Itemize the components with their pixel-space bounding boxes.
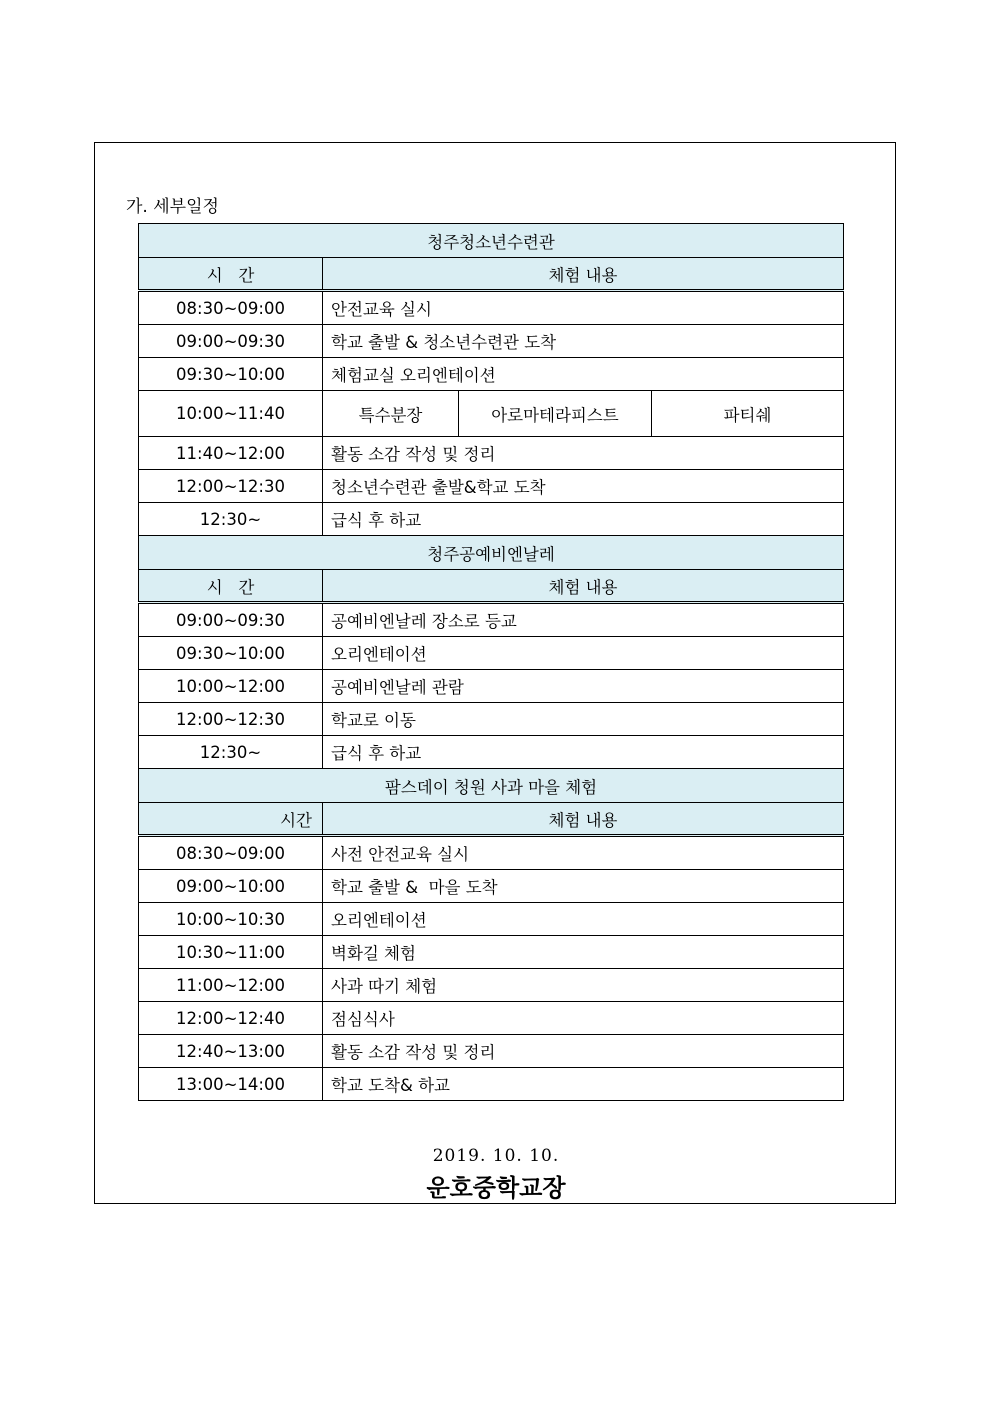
schedule-row <box>139 703 844 736</box>
schedule-row <box>139 358 844 391</box>
time-cell: 12:30~ <box>139 503 323 536</box>
time-cell: 12:00~12:40 <box>139 1002 323 1035</box>
time-cell: 09:30~10:00 <box>139 358 323 391</box>
schedule-row <box>139 736 844 769</box>
schedule-row <box>139 391 844 437</box>
schedule-row <box>139 437 844 470</box>
content-cell: 사전 안전교육 실시 <box>323 836 844 870</box>
time-cell: 12:00~12:30 <box>139 470 323 503</box>
time-cell: 10:00~10:30 <box>139 903 323 936</box>
content-cell: 청소년수련관 출발&학교 도착 <box>323 470 844 503</box>
header-content: 체험 내용 <box>323 258 844 291</box>
schedule-row <box>139 936 844 969</box>
time-cell: 13:00~14:00 <box>139 1068 323 1101</box>
header-time: 시 간 <box>139 570 323 603</box>
section-title-row <box>139 536 844 570</box>
time-cell: 08:30~09:00 <box>139 836 323 870</box>
content-cell: 학교 출발 & 마을 도착 <box>323 870 844 903</box>
content-cell: 공예비엔날레 관람 <box>323 670 844 703</box>
time-cell: 11:40~12:00 <box>139 437 323 470</box>
content-cell: 오리엔테이션 <box>323 903 844 936</box>
column-header-row <box>139 258 844 291</box>
time-cell: 12:30~ <box>139 736 323 769</box>
header-time: 시 간 <box>139 258 323 291</box>
schedule-row <box>139 969 844 1002</box>
time-cell: 10:00~11:40 <box>139 391 323 437</box>
schedule-row <box>139 870 844 903</box>
activity-cell: 아로마테라피스트 <box>459 391 652 437</box>
time-cell: 08:30~09:00 <box>139 291 323 325</box>
schedule-row <box>139 325 844 358</box>
content-cell: 학교 도착& 하교 <box>323 1068 844 1101</box>
schedule-row <box>139 1002 844 1035</box>
time-cell: 09:30~10:00 <box>139 637 323 670</box>
schedule-row <box>139 836 844 870</box>
content-cell: 오리엔테이션 <box>323 637 844 670</box>
activity-cell: 파티쉐 <box>652 391 844 437</box>
content-cell: 점심식사 <box>323 1002 844 1035</box>
header-content: 체험 내용 <box>323 570 844 603</box>
signature-date: 2019. 10. 10. <box>432 1146 560 1166</box>
schedule-row <box>139 503 844 536</box>
section-title-row <box>139 224 844 258</box>
schedule-row <box>139 903 844 936</box>
content-cell: 활동 소감 작성 및 정리 <box>323 437 844 470</box>
schedule-row <box>139 291 844 325</box>
section-title: 청주공예비엔날레 <box>139 536 844 570</box>
column-header-row <box>139 570 844 603</box>
schedule-row <box>139 603 844 637</box>
activity-cell: 특수분장 <box>323 391 459 437</box>
content-cell: 학교 출발 & 청소년수련관 도착 <box>323 325 844 358</box>
time-cell: 12:00~12:30 <box>139 703 323 736</box>
time-cell: 11:00~12:00 <box>139 969 323 1002</box>
content-cell: 공예비엔날레 장소로 등교 <box>323 603 844 637</box>
header-content: 체험 내용 <box>323 803 844 836</box>
schedule-row <box>139 637 844 670</box>
time-cell: 09:00~10:00 <box>139 870 323 903</box>
schedule-row <box>139 470 844 503</box>
time-cell: 10:00~12:00 <box>139 670 323 703</box>
content-cell: 안전교육 실시 <box>323 291 844 325</box>
content-cell: 급식 후 하교 <box>323 503 844 536</box>
time-cell: 09:00~09:30 <box>139 603 323 637</box>
section-heading: 가. 세부일정 <box>126 197 219 217</box>
content-cell: 벽화길 체험 <box>323 936 844 969</box>
content-cell: 활동 소감 작성 및 정리 <box>323 1035 844 1068</box>
content-cell: 급식 후 하교 <box>323 736 844 769</box>
column-header-row <box>139 803 844 836</box>
content-cell: 체험교실 오리엔테이션 <box>323 358 844 391</box>
content-cell: 학교로 이동 <box>323 703 844 736</box>
schedule-table <box>138 223 844 1101</box>
section-title: 팜스데이 청원 사과 마을 체험 <box>139 769 844 803</box>
time-cell: 12:40~13:00 <box>139 1035 323 1068</box>
time-cell: 09:00~09:30 <box>139 325 323 358</box>
content-cell: 사과 따기 체험 <box>323 969 844 1002</box>
schedule-row <box>139 670 844 703</box>
signature-name: 운호중학교장 <box>426 1173 566 1202</box>
time-cell: 10:30~11:00 <box>139 936 323 969</box>
section-title-row <box>139 769 844 803</box>
schedule-row <box>139 1035 844 1068</box>
header-time: 시간 <box>139 803 323 836</box>
section-title: 청주청소년수련관 <box>139 224 844 258</box>
schedule-row <box>139 1068 844 1101</box>
